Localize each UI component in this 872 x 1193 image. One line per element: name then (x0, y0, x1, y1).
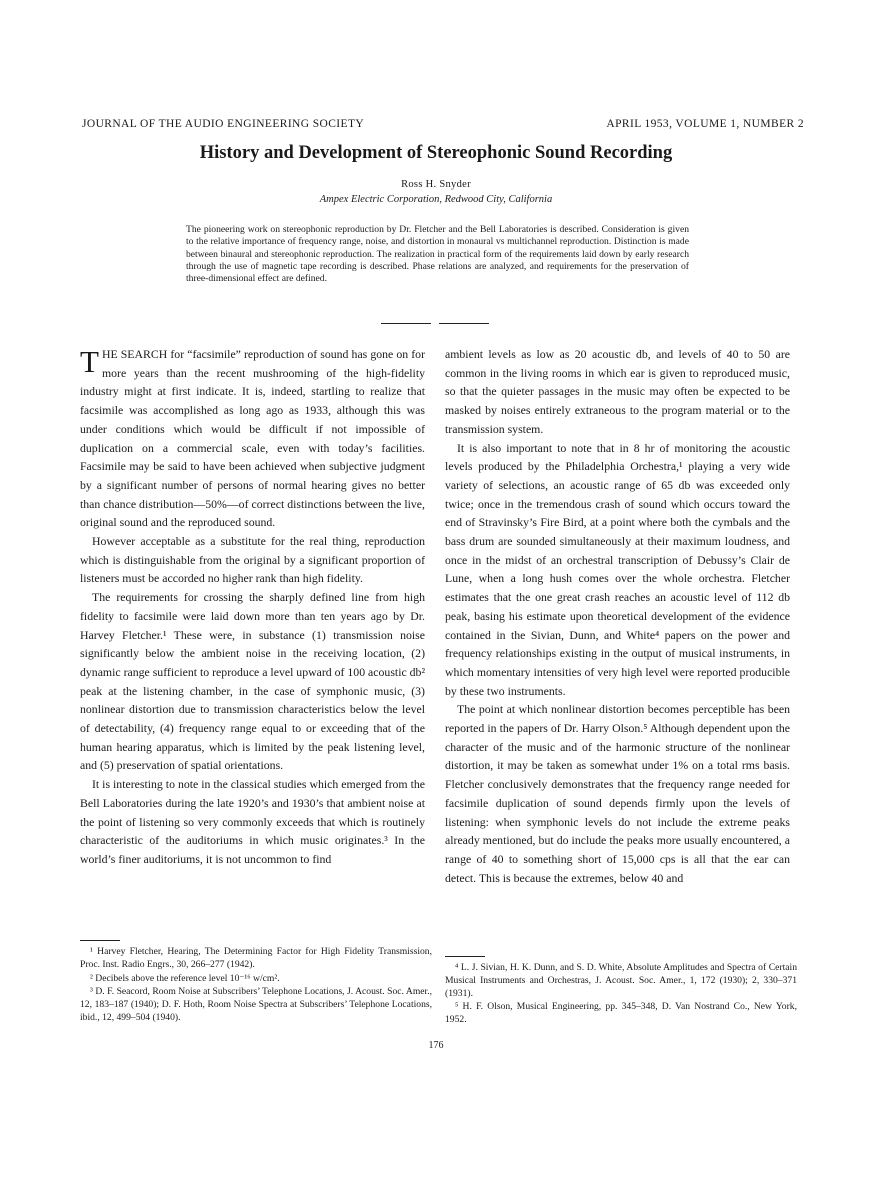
author-name: Ross H. Snyder (401, 179, 471, 190)
paragraph: ambient levels as low as 20 acoustic db, and levels of 40 to 50 are common in the living rooms in which ear is given to reproduced music, so that the quieter passages in the music may often be expected to be masked by noises entirely extraneous to the program material or to the transmission system. (445, 347, 790, 436)
footnote: ⁴ L. J. Sivian, H. K. Dunn, and S. D. White, Absolute Amplitudes and Spectra of Certain Musical Instruments and Orchestras, J. Acoust. Soc. Amer., 1, 172 (1930); 2, 330–371 (1931). (445, 962, 797, 999)
journal-name: JOURNAL OF THE AUDIO ENGINEERING SOCIETY (82, 118, 365, 130)
paragraph (80, 345, 425, 532)
body-column-left (80, 345, 425, 869)
footnote: ¹ Harvey Fletcher, Hearing, The Determining Factor for High Fidelity Transmission, Proc. Inst. Radio Engrs., 30, 266–277 (1942). (80, 946, 432, 970)
paragraph: However acceptable as a substitute for the real thing, reproduction which is distinguishable from the original by a significant proportion of listeners must be accorded no higher rank than high fidelity. (80, 534, 425, 586)
paragraph: It is also important to note that in 8 hr of monitoring the acoustic levels produced by the Philadelphia Orchestra,¹ playing a very wide variety of selections, an acoustic range of 65 db was exceeded only twice; once in the tremendous crash of sound which occurs toward the end of Stravinsky’s Fire Bird, at a point where both the cymbals and the bass drum are sounded simultaneously at their maximum loudness, and once in the midst of an orchestral transcription of Debussy’s Clair de Lune, when a long hush comes over the whole orchestra. Fletcher estimates that the one great crash reaches an acoustic level of 112 db peak, basing his estimate upon theoretical development of the evidence contained in the Sivian, Dunn, and White⁴ papers on the power and frequency relationships existing in the output of musical instruments, in which momentary intensities of very high level were reported producible by these two instruments. (445, 440, 790, 698)
footnote: ⁵ H. F. Olson, Musical Engineering, pp. 345–348, D. Van Nostrand Co., New York, 1952. (445, 1001, 797, 1026)
section-divider-right (439, 323, 489, 324)
issue-info: APRIL 1953, VOLUME 1, NUMBER 2 (606, 118, 804, 130)
footnote-rule (445, 956, 485, 957)
abstract: The pioneering work on stereophonic reproduction by Dr. Fletcher and the Bell Laboratories is described. Consideration is given to the relative importance of frequency range, noise, and distortion in monaural vs multichannel reproduction. Distinction is made between binaural and stereophonic reproduction. The realization in practical form of the requirements laid down by early research through the use of magnetic tape recording is described. Phase relations are analyzed, and requirements for the preservation of three-dimensional effect are defined. (186, 224, 689, 285)
paragraph-text: HE SEARCH for “facsimile” reproduction of sound has gone on for more years than the recent mushrooming of the high-fidelity industry might at first indicate. It is, indeed, startling to realize that facsimile was accomplished as long ago as 1933, although this was under conditions which would be difficult if not impossible of duplication on a commercial scale, even with today’s facilities. Facsimile may be said to have been achieved when subjective judgment by a significant number of persons of normal hearing gives no better than chance distribution—50%—of correct distinctions between the live, original sound and the reproduced sound. (80, 347, 425, 530)
paragraph: The point at which nonlinear distortion becomes perceptible has been reported in the papers of Dr. Harry Olson.⁵ Although dependent upon the character of the music and of the harmonic structure of the nonlinear distortion, it may be taken as somewhat under 1% on a total rms basis. Fletcher conclusively demonstrates that the frequency range needed for facsimile duplication of sound depends firmly upon the levels of listening: when symphonic levels do not include the extreme peaks already mentioned, but do include the peaks more usually encountered, a range of 40 to something short of 15,000 cps is all that the ear can detect. This is because the extremes, below 40 and (445, 702, 790, 885)
article-title: History and Development of Stereophonic Sound Recording (199, 143, 673, 163)
footnote: ³ D. F. Seacord, Room Noise at Subscribers’ Telephone Locations, J. Acoust. Soc. Amer., 12, 183–187 (1940); D. F. Hoth, Room Noise Spectra at Subscribers’ Telephone Locations, ibid., 12, 499–504 (1940). (80, 986, 432, 1023)
running-header (82, 118, 804, 134)
author-affiliation: Ampex Electric Corporation, Redwood City, California (319, 194, 553, 205)
footnotes-right (445, 956, 797, 1028)
section-divider-left (381, 323, 431, 324)
footnotes-left (80, 940, 432, 1026)
paragraph: It is interesting to note in the classical studies which emerged from the Bell Laboratories during the late 1920’s and 1930’s that ambient noise at the point of listening so very commonly exceeds that which is routinely characteristic of the auditoriums in which music originates.³ In the world’s finer auditoriums, it is not uncommon to find (80, 777, 425, 866)
footnote: ² Decibels above the reference level 10⁻¹⁶ w/cm². (90, 972, 280, 984)
footnote-rule (80, 940, 120, 941)
paragraph: The requirements for crossing the sharply defined line from high fidelity to facsimile were laid down more than ten years ago by Dr. Harvey Fletcher.¹ These were, in substance (1) transmission noise significantly below the ambient noise in the receiving location, (2) dynamic range sufficient to reproduce a level upward of 100 acoustic db² peak at the listening chamber, in the case of symphonic music, (3) nonlinear distortion due to transmission characteristics below the level of detectability, (4) frequency range equal to or exceeding that of the human hearing apparatus, which is limited by the peak listening level, and (5) preservation of spatial orientations. (80, 590, 425, 773)
drop-cap: T (80, 344, 99, 379)
page-number: 176 (428, 1040, 444, 1051)
body-column-right (445, 345, 790, 887)
